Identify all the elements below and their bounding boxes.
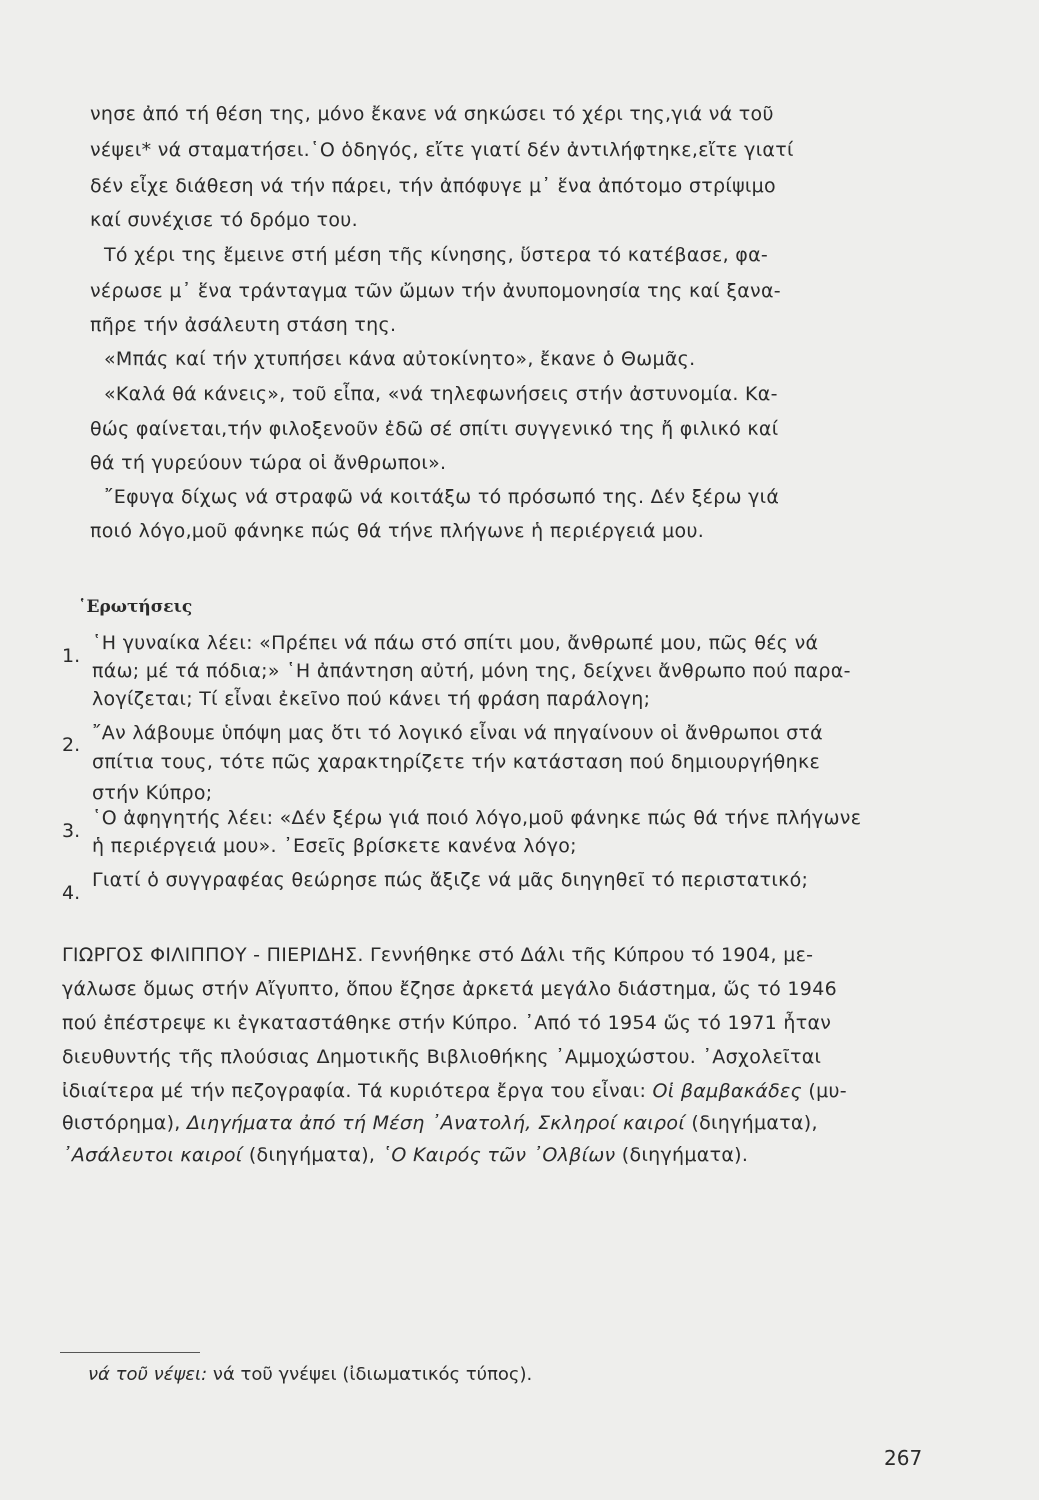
bio-line: [62, 1144, 748, 1166]
bio-text: ἰδιαίτερα μέ τήν πεζογραφία. Τά κυριότερα ἔργα του εἶναι:: [62, 1080, 653, 1102]
question-line: πάω; μέ τά πόδια;» ῾Η ἀπάντηση αὐτή, μόνη της, δείχνει ἄνθρωπο πού παρα-: [92, 660, 851, 682]
question-line: σπίτια τους, τότε πῶς χαρακτηρίζετε τήν κατάσταση πού δημιουργήθηκε: [92, 751, 821, 773]
work-title: ᾿Ασάλευτοι καιροί: [62, 1144, 243, 1166]
work-title: Διηγήματα ἀπό τή Μέση ᾿Ανατολή, Σκληροί καιροί: [186, 1112, 686, 1134]
bio-text: (διηγήματα),: [685, 1112, 818, 1134]
bio-line: γάλωσε ὅμως στήν Αἴγυπτο, ὅπου ἔζησε ἀρκετά μεγάλο διάστημα, ὥς τό 1946: [62, 978, 837, 1000]
story-line: «Μπάς καί τήν χτυπήσει κάνα αὐτοκίνητο», ἔκανε ὁ Θωμᾶς.: [104, 348, 696, 370]
bio-text: (μυ-: [802, 1080, 847, 1102]
bio-line: [62, 1080, 847, 1102]
question-number: 3.: [62, 820, 81, 842]
story-line: θά τή γυρεύουν τώρα οἱ ἄνθρωποι».: [90, 452, 447, 474]
question-line: ἡ περιέργειά μου». ᾿Εσεῖς βρίσκετε κανένα λόγο;: [92, 835, 577, 857]
story-line: θώς φαίνεται,τήν φιλοξενοῦν ἐδῶ σέ σπίτι συγγενικό της ἤ φιλικό καί: [90, 418, 779, 440]
question-number: 1.: [62, 645, 81, 667]
footnote-divider: [60, 1352, 200, 1353]
question-line: ῎Αν λάβουμε ὑπόψη μας ὅτι τό λογικό εἶναι νά πηγαίνουν οἱ ἄνθρωποι στά: [92, 722, 823, 744]
story-line: Τό χέρι της ἔμεινε στή μέση τῆς κίνησης, ὕστερα τό κατέβασε, φα-: [104, 244, 769, 266]
story-line: νέρωσε μ᾿ ἕνα τράνταγμα τῶν ὤμων τήν ἀνυπομονησία της καί ξανα-: [90, 280, 781, 302]
footnote-term: νά τοῦ νέψει:: [88, 1364, 208, 1385]
question-number: 4.: [62, 882, 81, 904]
story-line: πῆρε τήν ἀσάλευτη στάση της.: [90, 314, 397, 336]
work-title: ῾Ο Καιρός τῶν ᾿Ολβίων: [381, 1144, 616, 1166]
story-line: καί συνέχισε τό δρόμο του.: [90, 209, 358, 231]
story-line: ῎Εφυγα δίχως νά στραφῶ νά κοιτάξω τό πρόσωπό της. Δέν ξέρω γιά: [104, 486, 780, 508]
bio-text: (διηγήματα).: [615, 1144, 749, 1166]
story-line: ποιό λόγο,μοῦ φάνηκε πώς θά τήνε πλήγωνε ἡ περιέργειά μου.: [90, 520, 705, 542]
story-line: «Καλά θά κάνεις», τοῦ εἶπα, «νά τηλεφωνήσεις στήν ἀστυνομία. Κα-: [104, 383, 778, 405]
bio-text: θιστόρημα),: [62, 1112, 187, 1134]
work-title: Οἱ βαμβακάδες: [652, 1080, 803, 1102]
question-line: Γιατί ὁ συγγραφέας θεώρησε πώς ἄξιζε νά μᾶς διηγηθεῖ τό περιστατικό;: [92, 869, 809, 891]
bio-line: ΓΙΩΡΓΟΣ ΦΙΛΙΠΠΟΥ - ΠΙΕΡΙΔΗΣ. Γεννήθηκε στό Δάλι τῆς Κύπρου τό 1904, με-: [62, 944, 814, 966]
bio-line: διευθυντής τῆς πλούσιας Δημοτικῆς Βιβλιοθήκης ᾿Αμμοχώστου. ᾿Ασχολεῖται: [62, 1046, 822, 1068]
story-line: δέν εἶχε διάθεση νά τήν πάρει, τήν ἀπόφυγε μ᾿ ἕνα ἀπότομο στρίψιμο: [90, 175, 776, 197]
footnote-definition: νά τοῦ γνέψει (ἰδιωματικός τύπος).: [207, 1364, 533, 1385]
story-line: νησε ἀπό τή θέση της, μόνο ἔκανε νά σηκώσει τό χέρι της,γιά νά τοῦ: [90, 103, 774, 125]
page-number: 267: [884, 1446, 923, 1470]
story-line: νέψει* νά σταματήσει.῾Ο ὁδηγός, εἴτε γιατί δέν ἀντιλήφτηκε,εἴτε γιατί: [90, 139, 794, 161]
bio-text: (διηγήματα),: [242, 1144, 382, 1166]
bio-line: πού ἐπέστρεψε κι ἐγκαταστάθηκε στήν Κύπρο. ᾿Από τό 1954 ὥς τό 1971 ἦταν: [62, 1012, 832, 1034]
question-line: ῾Η γυναίκα λέει: «Πρέπει νά πάω στό σπίτι μου, ἄνθρωπέ μου, πῶς θές νά: [92, 632, 819, 654]
footnote: [88, 1364, 532, 1385]
question-line: λογίζεται; Τί εἶναι ἐκεῖνο πού κάνει τή φράση παράλογη;: [92, 688, 651, 710]
question-number: 2.: [62, 734, 81, 756]
question-line: στήν Κύπρο;: [92, 782, 213, 804]
bio-line: [62, 1112, 818, 1134]
questions-heading: ῾Ερωτήσεις: [78, 597, 193, 617]
question-line: ῾Ο ἀφηγητής λέει: «Δέν ξέρω γιά ποιό λόγο,μοῦ φάνηκε πώς θά τήνε πλήγωνε: [92, 807, 862, 829]
